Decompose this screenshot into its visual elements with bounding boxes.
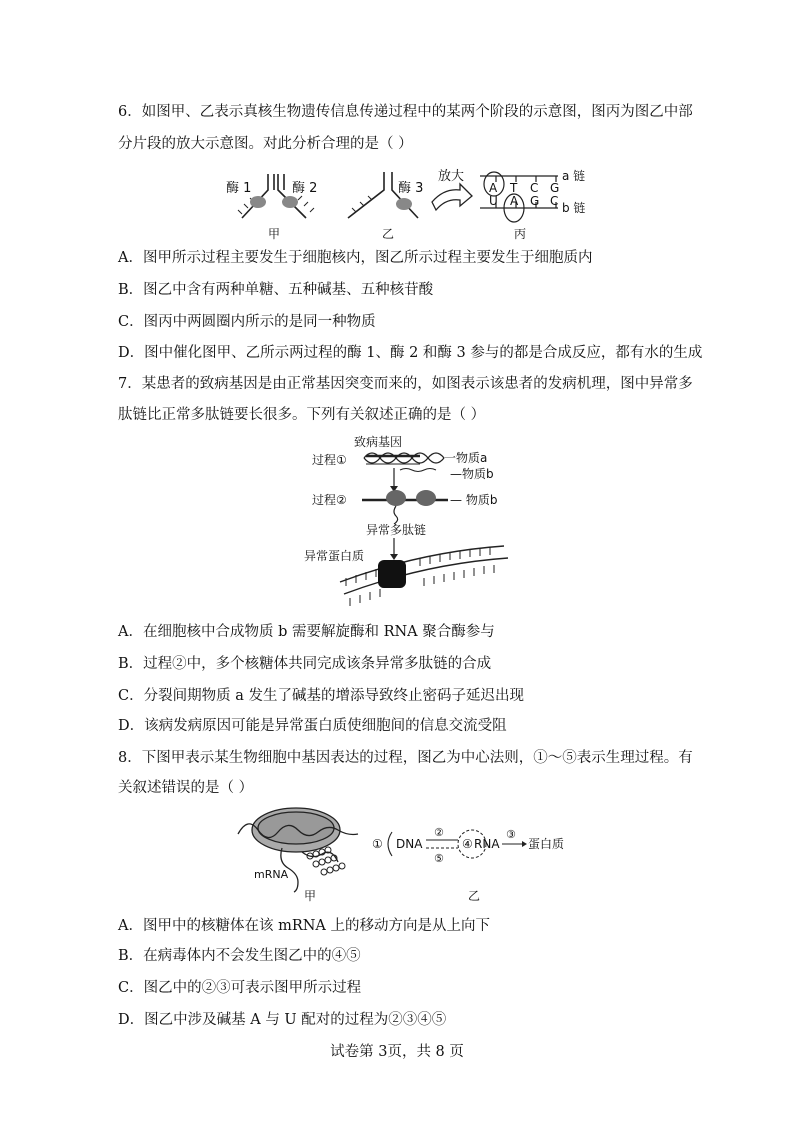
q7-figure — [300, 432, 520, 612]
arrow-2-head — [390, 554, 398, 560]
base-top-3: C — [530, 181, 539, 195]
enlarge-label: 放大 — [438, 169, 465, 184]
q6-figure — [218, 166, 598, 244]
protein-label: 异常蛋白质 — [304, 549, 365, 563]
q8-option-b: B．在病毒体内不会发生图乙中的④⑤ — [118, 948, 361, 964]
page-footer: 试卷第 3页，共 8 页 — [330, 1044, 464, 1060]
base-bottom-4: C — [550, 194, 559, 208]
label-yi-q8: 乙 — [468, 889, 481, 903]
process2-label: 过程② — [312, 493, 347, 507]
ribosome-2 — [416, 490, 436, 506]
dna-self-loop — [388, 832, 392, 856]
q7-stem-line1: 7．某患者的致病基因是由正常基因突变而来的，如图表示该患者的发病机理，图中异常多 — [118, 376, 693, 392]
q8-figure — [232, 802, 572, 906]
polypeptide-label: 异常多肽链 — [366, 523, 427, 537]
base-top-1: A — [489, 181, 498, 195]
q6-stem-line2: 分片段的放大示意图。对此分析合理的是（ ） — [118, 136, 413, 152]
gene-label: 致病基因 — [354, 435, 403, 449]
arrow-translation-head — [522, 841, 527, 847]
enzyme1-label: 酶 1 — [226, 181, 252, 196]
q7-stem-line2: 肽链比正常多肽链要长很多。下列有关叙述正确的是（ ） — [118, 407, 486, 423]
label-yi: 乙 — [382, 227, 395, 241]
q8-stem-line2: 关叙述错误的是（ ） — [118, 780, 254, 796]
rna-label: RNA — [474, 837, 500, 851]
substance-b-label-2: — 物质b — [450, 493, 498, 507]
num-1: ① — [372, 837, 383, 851]
label-jia-q8: 甲 — [304, 889, 317, 903]
q6-option-d: D．图中催化图甲、乙所示两过程的酶 1、酶 2 和酶 3 参与的都是合成反应，都有水的生成 — [118, 345, 703, 361]
substance-b-label-1: —物质b — [450, 467, 494, 481]
enlarge-arrow — [432, 184, 472, 210]
dna-label: DNA — [396, 837, 423, 851]
q6-stem-line1: 6．如图甲、乙表示真核生物遗传信息传递过程中的某两个阶段的示意图，图丙为图乙中部 — [118, 104, 693, 120]
q8-option-c: C．图乙中的②③可表示图甲所示过程 — [118, 980, 362, 996]
abnormal-protein-block — [378, 560, 406, 588]
q7-option-b: B．过程②中，多个核糖体共同完成该条异常多肽链的合成 — [118, 656, 492, 672]
mrna-label: mRNA — [254, 868, 289, 881]
num-3: ③ — [506, 828, 516, 841]
base-top-2: T — [510, 181, 518, 195]
dna-helix — [364, 453, 444, 472]
cell-membrane — [340, 546, 508, 606]
enzyme2-label: 酶 2 — [292, 181, 318, 196]
substance-a-label: 一物质a — [444, 451, 488, 465]
num-4: ④ — [462, 837, 473, 851]
peptide-chain — [394, 506, 398, 524]
base-bottom-2: A — [510, 194, 519, 208]
q8-option-a: A．图甲中的核糖体在该 mRNA 上的移动方向是从上向下 — [118, 918, 491, 934]
q8-option-d: D．图乙中涉及碱基 A 与 U 配对的过程为②③④⑤ — [118, 1012, 447, 1028]
q8-stem-line1: 8．下图甲表示某生物细胞中基因表达的过程，图乙为中心法则，①～⑤表示生理过程。有 — [118, 750, 693, 766]
enzyme3-label: 酶 3 — [398, 181, 424, 196]
q7-option-c: C．分裂间期物质 a 发生了碱基的增添导致终止密码子延迟出现 — [118, 688, 524, 704]
ribosome-1 — [386, 490, 406, 506]
q6-option-a: A．图甲所示过程主要发生于细胞核内，图乙所示过程主要发生于细胞质内 — [118, 250, 593, 266]
base-top-4: G — [550, 181, 560, 195]
num-2: ② — [434, 826, 444, 839]
chain-b-label: b 链 — [562, 201, 586, 215]
q6-option-c: C．图丙中两圆圈内所示的是同一种物质 — [118, 314, 376, 330]
q6-option-b: B．图乙中含有两种单糖、五种碱基、五种核苷酸 — [118, 282, 434, 298]
protein-label-q8: 蛋白质 — [528, 837, 565, 851]
num-5: ⑤ — [434, 852, 444, 865]
label-bing: 丙 — [514, 227, 527, 241]
base-bottom-1: U — [489, 194, 498, 208]
process1-label: 过程① — [312, 453, 347, 467]
label-jia: 甲 — [268, 227, 281, 241]
polysome-dots — [307, 847, 345, 875]
base-bottom-3: G — [530, 194, 540, 208]
chain-a-label: a 链 — [562, 169, 586, 183]
q7-option-a: A．在细胞核中合成物质 b 需要解旋酶和 RNA 聚合酶参与 — [118, 624, 495, 640]
q7-option-d: D．该病发病原因可能是异常蛋白质使细胞间的信息交流受阻 — [118, 718, 507, 734]
